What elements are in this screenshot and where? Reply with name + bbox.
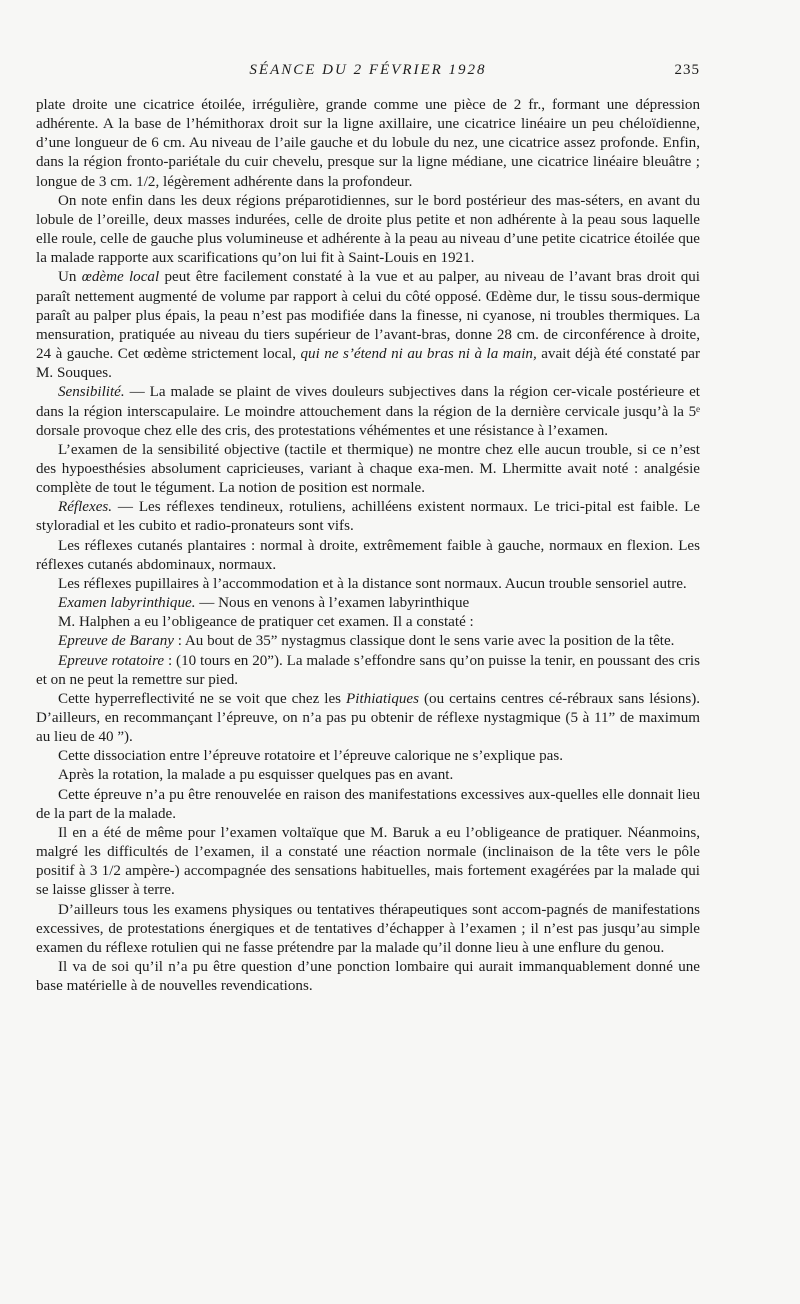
text-run: avait déjà été constaté par M. Souques. bbox=[36, 346, 700, 382]
text-run: (ou certains centres cé-rébraux sans lésions). D’ailleurs, en recommançant l’épreuve, on n’a pas pu obtenir de réflexe nystagmique (5 à 11” de maximum au lieu de 40 ”). bbox=[36, 690, 700, 746]
paragraph bbox=[36, 747, 700, 766]
paragraph bbox=[36, 958, 700, 996]
paragraph bbox=[36, 498, 700, 536]
paragraph bbox=[36, 766, 700, 785]
paragraph bbox=[36, 632, 700, 651]
italic-text: Réflexes. bbox=[58, 499, 113, 516]
italic-text: Pithiatiques bbox=[346, 690, 419, 707]
text-run: Cette épreuve n’a pu être renouvelée en raison des manifestations excessives aux-quelles elle donnait lieu de la part de la malade. bbox=[36, 786, 700, 822]
page-header bbox=[36, 62, 700, 86]
paragraph bbox=[36, 613, 700, 632]
text-run: M. Halphen a eu l’obligeance de pratiquer cet examen. Il a constaté : bbox=[58, 614, 474, 631]
text-run: peut être facilement constaté à la vue et au palper, au niveau de l’avant bras droit qui paraît nettement augmenté de volume par rapport à celui du côté opposé. Œdème dur, le tissu sous-dermique paraît au palper plus épais, la peau n’est pas modifiée dans la finesse, ni cyanose, ni troubles thermiques. La mensuration, pratiquée au niveau du tiers supérieur de l’avant-bras, donne 28 cm. de circonférence à droite, 24 à gauche. Cet œdème strictement local, bbox=[36, 269, 700, 363]
paragraph bbox=[36, 824, 700, 901]
text-run: — Les réflexes tendineux, rotuliens, achilléens existent normaux. Le trici-pital est faible. Le styloradial et les cubito et radio-pronateurs sont vifs. bbox=[36, 499, 700, 535]
paragraph bbox=[36, 575, 700, 594]
paragraph bbox=[36, 652, 700, 690]
paragraph bbox=[36, 901, 700, 958]
text-run: : (10 tours en 20”). La malade s’effondre sans qu’on puisse la tenir, en poussant des cris et on ne peut la remettre sur pied. bbox=[36, 652, 700, 688]
italic-text: Examen labyrinthique. bbox=[58, 595, 196, 612]
text-run: D’ailleurs tous les examens physiques ou tentatives thérapeutiques sont accom-pagnés de manifestations excessives, de protestations énergiques et de tentatives d’échapper à l’examen ; il n’est pas jusqu’au simple examen du réflexe rotulien qui ne fasse prétendre par la malade qu’il donne lieu à une enflure du genou. bbox=[36, 901, 700, 956]
text-run: : Au bout de 35” nystagmus classique dont le sens varie avec la position de la tête. bbox=[173, 633, 675, 650]
italic-text: Sensibilité. bbox=[58, 384, 125, 401]
paragraph bbox=[36, 537, 700, 575]
text-run: — La malade se plaint de vives douleurs subjectives dans la région cer-vicale postérieure et dans la région interscapulaire. Le moindre attouchement dans la région de la dernière cervicale jusqu’à la 5ᵉ dorsale provoque chez elle des cris, des protestations véhémentes et une résistance à l’examen. bbox=[36, 384, 700, 439]
text-run: On note enfin dans les deux régions préparotidiennes, sur le bord postérieur des mas-séters, en avant du lobule de l’oreille, deux masses indurées, celle de droite plus petite et non adhérente à la peau sous laquelle elle roule, celle de gauche plus volumineuse et adhérente à la peau au niveau d’une petite cicatrice étoilée que la malade rapporte aux scarifications qu’on lui fit à Saint-Louis en 1921. bbox=[36, 192, 700, 267]
text-run: Cette dissociation entre l’épreuve rotatoire et l’épreuve calorique ne s’explique pas. bbox=[58, 748, 564, 765]
text-run: Cette hyperreflectivité ne se voit que chez les bbox=[58, 690, 347, 707]
text-run: Il en a été de même pour l’examen voltaïque que M. Baruk a eu l’obligeance de pratiquer. Néanmoins, malgré les difficultés de l’examen, il a constaté une réaction normale (inclinaison de la tête vers le pôle positif à 3 1/2 ampère-) accompagnée des sensations habituelles, mais fortement exagérées par la malade qui se laisse glisser à terre. bbox=[36, 824, 700, 899]
text-run: — Nous en venons à l’examen labyrinthique bbox=[195, 595, 470, 612]
italic-text: œdème local bbox=[81, 269, 160, 286]
paragraph bbox=[36, 96, 700, 192]
text-run: Après la rotation, la malade a pu esquisser quelques pas en avant. bbox=[58, 767, 454, 784]
body-text bbox=[36, 96, 700, 996]
text-run: Les réflexes cutanés plantaires : normal à droite, extrêmement faible à gauche, normaux en flexion. Les réflexes cutanés abdominaux, normaux. bbox=[36, 537, 700, 573]
text-run: plate droite une cicatrice étoilée, irrégulière, grande comme une pièce de 2 fr., formant une dépression adhérente. A la base de l’hémithorax droit sur la ligne axillaire, une cicatrice linéaire un peu chéloïdienne, d’une longueur de 6 cm. Au niveau de l’aile gauche et du lobule du nez, une cicatrice assez profonde. Enfin, dans la région fronto-pariétale du cuir chevelu, presque sur la ligne médiane, une cicatrice linéaire bleuâtre ; longue de 3 cm. 1/2, légèrement adhérente dans la profondeur. bbox=[36, 97, 700, 190]
italic-text: Epreuve rotatoire bbox=[58, 652, 165, 669]
paragraph bbox=[36, 192, 700, 269]
text-run: Il va de soi qu’il n’a pu être question d’une ponction lombaire qui aurait immanquablement donné une base matérielle à de nouvelles revendications. bbox=[36, 959, 700, 995]
paragraph bbox=[36, 594, 700, 613]
italic-text: Epreuve de Barany bbox=[58, 633, 174, 650]
text-run: L’examen de la sensibilité objective (tactile et thermique) ne montre chez elle aucun trouble, si ce n’est des hypoesthésies absolument capricieuses, variant à chaque exa-men. M. Lhermitte avait noté : analgésie complète de tout le tégument. La notion de position est normale. bbox=[36, 441, 700, 497]
running-title: SÉANCE DU 2 FÉVRIER 1928 bbox=[249, 62, 487, 78]
paragraph bbox=[36, 383, 700, 440]
page-number: 235 bbox=[674, 62, 700, 78]
text-run: Les réflexes pupillaires à l’accommodation et à la distance sont normaux. Aucun trouble sensoriel autre. bbox=[58, 575, 687, 592]
paragraph bbox=[36, 690, 700, 747]
paragraph bbox=[36, 268, 700, 383]
paragraph bbox=[36, 441, 700, 498]
text-run: Un bbox=[58, 269, 82, 286]
paragraph bbox=[36, 786, 700, 824]
italic-text: qui ne s’étend ni au bras ni à la main, bbox=[300, 346, 537, 363]
